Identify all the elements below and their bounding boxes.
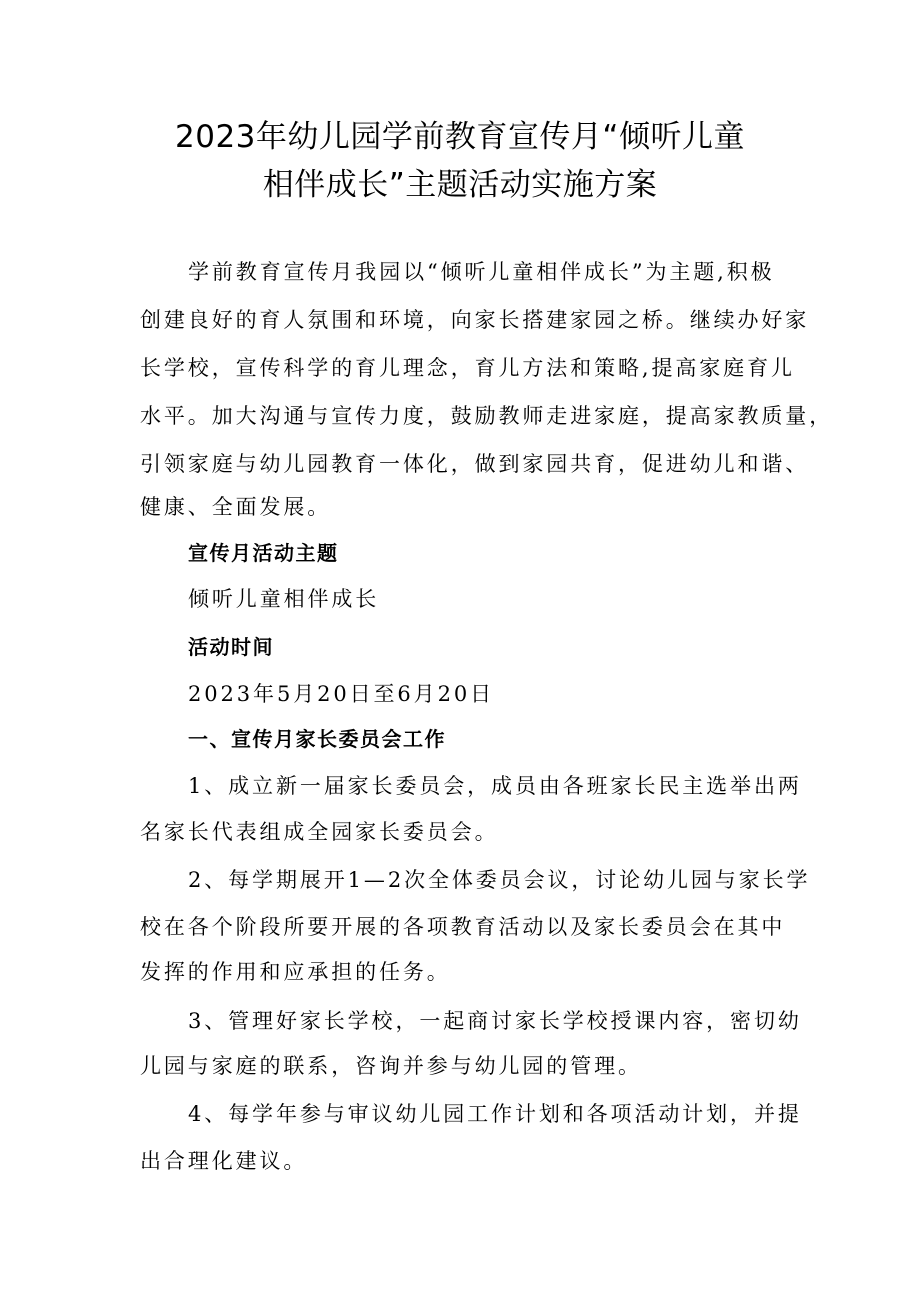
intro-paragraph-line: 长学校，宣传科学的育儿理念，育儿方法和策略,提高家庭育儿 [140, 356, 795, 380]
section-heading-theme: 宣传月活动主题 [188, 541, 339, 565]
item-4-line: 4、每学年参与审议幼儿园工作计划和各项活动计划，并提 [188, 1102, 802, 1126]
item-3-line: 3、管理好家长学校，一起商讨家长学校授课内容，密切幼 [188, 1009, 802, 1033]
item-2-line: 发挥的作用和应承担的任务。 [140, 960, 451, 984]
section-heading-committee: 一、宣传月家长委员会工作 [188, 727, 446, 751]
section-heading-time: 活动时间 [188, 635, 274, 659]
intro-paragraph-line: 水平。加大沟通与宣传力度，鼓励教师走进家庭，提高家教质量， [140, 404, 834, 428]
intro-paragraph-line: 引领家庭与幼儿园教育一体化，做到家园共育，促进幼儿和谐、 [140, 452, 810, 476]
item-3-line: 儿园与家庭的联系，咨询并参与幼儿园的管理。 [140, 1054, 642, 1078]
intro-paragraph-line: 创建良好的育人氛围和环境，向家长搭建家园之桥。继续办好家 [140, 308, 810, 332]
item-1-line: 名家长代表组成全园家长委员会。 [140, 820, 499, 844]
item-2-line: 2、每学期展开1—2次全体委员会议，讨论幼儿园与家长学 [188, 868, 811, 892]
intro-paragraph-line: 健康、全面发展。 [140, 495, 332, 519]
intro-paragraph-line: 学前教育宣传月我园以“倾听儿童相伴成长”为主题,积极 [188, 260, 775, 284]
item-2-line: 校在各个阶段所要开展的各项教育活动以及家长委员会在其中 [140, 915, 786, 939]
time-text: 2023年5月20日至6月20日 [188, 682, 495, 706]
document-title-line-1: 2023年幼儿园学前教育宣传月“倾听儿童 [175, 119, 745, 155]
document-title-line-2: 相伴成长”主题活动实施方案 [262, 167, 658, 203]
item-1-line: 1、成立新一届家长委员会，成员由各班家长民主选举出两 [188, 774, 802, 798]
theme-text: 倾听儿童相伴成长 [188, 587, 380, 611]
item-4-line: 出合理化建议。 [140, 1149, 308, 1173]
